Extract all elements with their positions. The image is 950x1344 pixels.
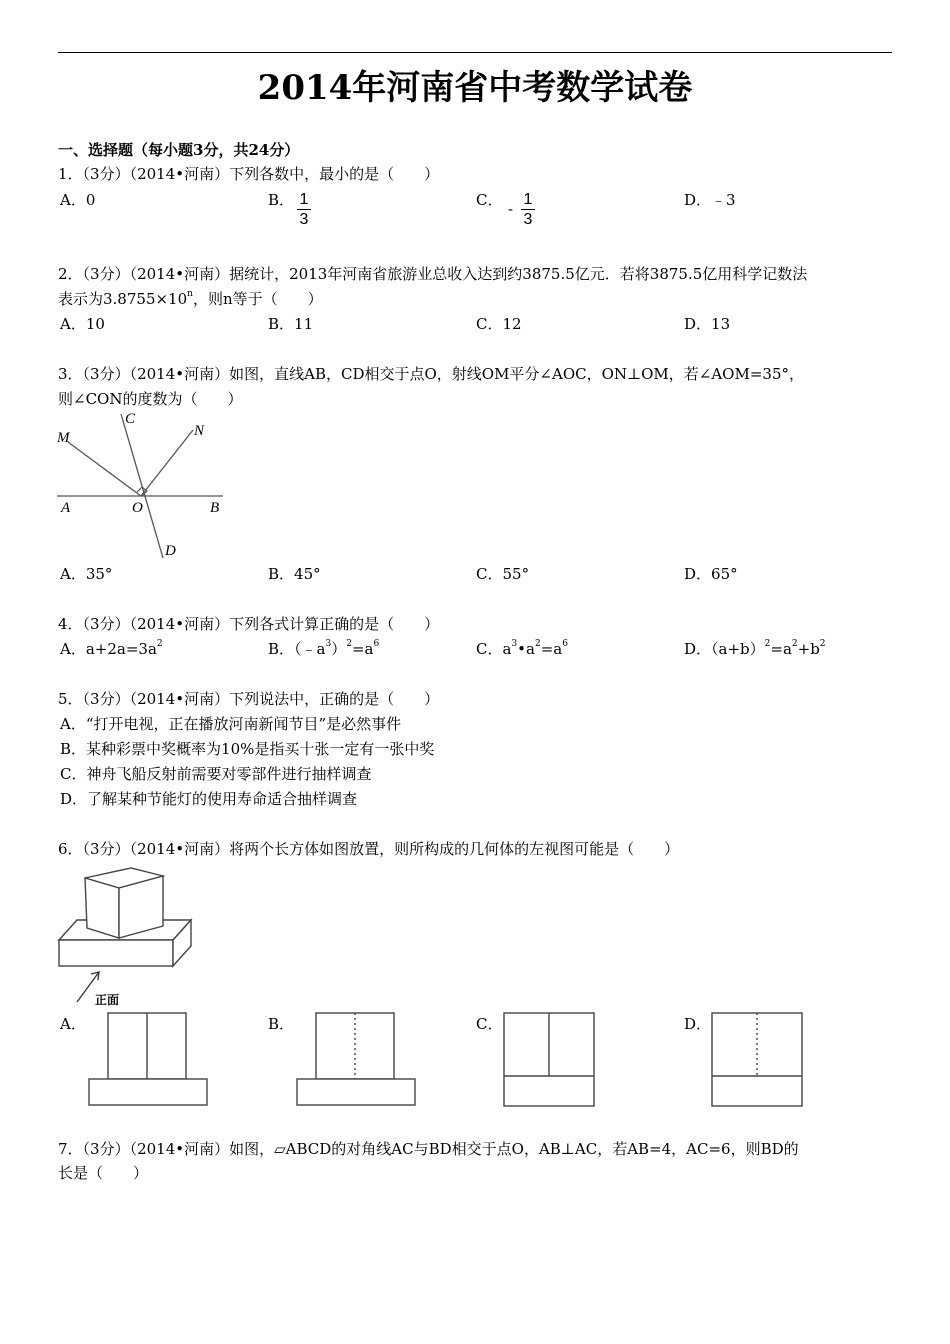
q2-line1: 2．（3分）（2014•河南）据统计，2013年河南省旅游业总收入达到约3875.5亿元．若将3875.5亿用科学记数法 bbox=[58, 265, 808, 283]
q4-c-exp1: 3 bbox=[511, 639, 518, 649]
q4-c-text2: •a bbox=[517, 640, 535, 658]
q7-line2: 长是（ ） bbox=[58, 1164, 149, 1182]
q4-d-text3: +b bbox=[797, 640, 820, 658]
fraction-bar bbox=[297, 209, 311, 210]
q1-b-numerator: 1 bbox=[299, 191, 309, 208]
q1-option-b-label: B． bbox=[268, 191, 295, 209]
label-m: M bbox=[57, 430, 70, 446]
q4-a-text: A．a+2a=3a bbox=[60, 640, 157, 658]
view-b-base bbox=[297, 1079, 415, 1105]
q4-d-exp2: 2 bbox=[791, 639, 798, 649]
q3-angle-figure bbox=[55, 410, 230, 562]
q7-line1: 7．（3分）（2014•河南）如图，▱ABCD的对角线AC与BD相交于点O，AB⊥AC，若AB=4，AC=6，则BD的 bbox=[58, 1140, 799, 1158]
label-c: C bbox=[125, 411, 136, 427]
q6-view-d bbox=[711, 1012, 805, 1108]
q4-b-text1: B．（﹣a bbox=[268, 640, 326, 658]
q4-b-text2: ） bbox=[331, 640, 347, 658]
q5-option-a: A．“打开电视，正在播放河南新闻节目”是必然事件 bbox=[60, 715, 402, 733]
q6-solid-figure bbox=[55, 862, 195, 1008]
label-b: B bbox=[210, 500, 220, 516]
q2-line2 bbox=[58, 289, 323, 309]
section-heading: 一、选择题（每小题3分，共24分） bbox=[58, 141, 300, 159]
q6-stem: 6．（3分）（2014•河南）将两个长方体如图放置，则所构成的几何体的左视图可能是（ ） bbox=[58, 840, 680, 858]
q4-d-text1: D．（a+b） bbox=[684, 640, 765, 658]
q4-d-text2: =a bbox=[770, 640, 792, 658]
q3-option-d: D．65° bbox=[684, 565, 738, 583]
q5-option-b: B．某种彩票中奖概率为10%是指买十张一定有一张中奖 bbox=[60, 740, 435, 758]
q1-c-numerator: 1 bbox=[523, 191, 533, 208]
q6-option-b: B． bbox=[268, 1015, 295, 1033]
q2-option-a: A．10 bbox=[60, 315, 105, 333]
q4-option-c bbox=[476, 639, 568, 659]
q3-line1: 3．（3分）（2014•河南）如图，直线AB，CD相交于点O，射线OM平分∠AOC，ON⊥OM，若∠AOM=35°， bbox=[58, 365, 804, 383]
q4-c-exp3: 6 bbox=[562, 639, 568, 649]
q6-option-c: C． bbox=[476, 1015, 503, 1033]
q2-line2-post: ，则n等于（ ） bbox=[192, 290, 323, 308]
slab-front-face bbox=[59, 940, 173, 966]
ray-om bbox=[68, 442, 141, 496]
q4-d-exp1: 2 bbox=[764, 639, 771, 649]
q4-b-text3: =a bbox=[351, 640, 374, 658]
q6-view-a bbox=[88, 1012, 210, 1108]
q4-b-exp2: 2 bbox=[346, 639, 352, 649]
q4-stem: 4．（3分）（2014•河南）下列各式计算正确的是（ ） bbox=[58, 615, 440, 633]
q4-b-exp1: 3 bbox=[325, 639, 332, 649]
q4-b-exp3: 6 bbox=[373, 639, 380, 649]
q3-option-b: B．45° bbox=[268, 565, 321, 583]
q1-b-denominator: 3 bbox=[299, 211, 309, 228]
q4-c-text3: =a bbox=[540, 640, 563, 658]
q5-stem: 5．（3分）（2014•河南）下列说法中，正确的是（ ） bbox=[58, 690, 440, 708]
ray-on bbox=[141, 430, 193, 496]
q2-option-b: B．11 bbox=[268, 315, 314, 333]
q4-option-a bbox=[60, 639, 163, 659]
q6-option-d: D． bbox=[684, 1015, 712, 1033]
q1-option-c-fraction bbox=[521, 191, 535, 228]
label-o: O bbox=[132, 500, 143, 516]
fraction-bar bbox=[521, 209, 535, 210]
q3-option-a: A．35° bbox=[60, 565, 113, 583]
q4-option-d bbox=[684, 639, 826, 659]
top-rule bbox=[58, 52, 892, 53]
q6-option-a: A． bbox=[60, 1015, 86, 1033]
q2-line2-pre: 表示为3.8755×10 bbox=[58, 290, 188, 308]
q1-option-d: D．﹣3 bbox=[684, 191, 736, 209]
label-a: A bbox=[61, 500, 71, 516]
q1-c-denominator: 3 bbox=[523, 211, 533, 228]
q5-option-c: C．神舟飞船反射前需要对零部件进行抽样调查 bbox=[60, 765, 372, 783]
q4-c-exp2: 2 bbox=[534, 639, 541, 649]
page-title: 2014年河南省中考数学试卷 bbox=[257, 68, 693, 108]
q3-option-c: C．55° bbox=[476, 565, 530, 583]
q1-stem: 1．（3分）（2014•河南）下列各数中，最小的是（ ） bbox=[58, 165, 440, 183]
q4-a-exp: 2 bbox=[156, 639, 163, 649]
q5-option-d: D．了解某种节能灯的使用寿命适合抽样调查 bbox=[60, 790, 358, 808]
q1-option-b-fraction bbox=[297, 191, 311, 228]
cube-front-face bbox=[85, 878, 119, 938]
q1-option-a: A．0 bbox=[60, 191, 96, 209]
q6-view-c bbox=[503, 1012, 597, 1108]
q1-option-c-label: C． bbox=[476, 191, 503, 209]
q4-d-exp3: 2 bbox=[819, 639, 826, 649]
q2-exponent: n bbox=[187, 289, 193, 299]
q1-c-sign: - bbox=[508, 201, 513, 218]
q2-option-c: C．12 bbox=[476, 315, 522, 333]
label-n: N bbox=[194, 423, 205, 439]
q6-view-b bbox=[296, 1012, 418, 1108]
view-a-base bbox=[89, 1079, 207, 1105]
q3-line2: 则∠CON的度数为（ ） bbox=[58, 390, 243, 408]
label-d: D bbox=[165, 543, 176, 559]
q4-option-b bbox=[268, 639, 379, 659]
q4-c-text1: C．a bbox=[476, 640, 512, 658]
front-label: 正面 bbox=[95, 993, 120, 1007]
q2-option-d: D．13 bbox=[684, 315, 731, 333]
